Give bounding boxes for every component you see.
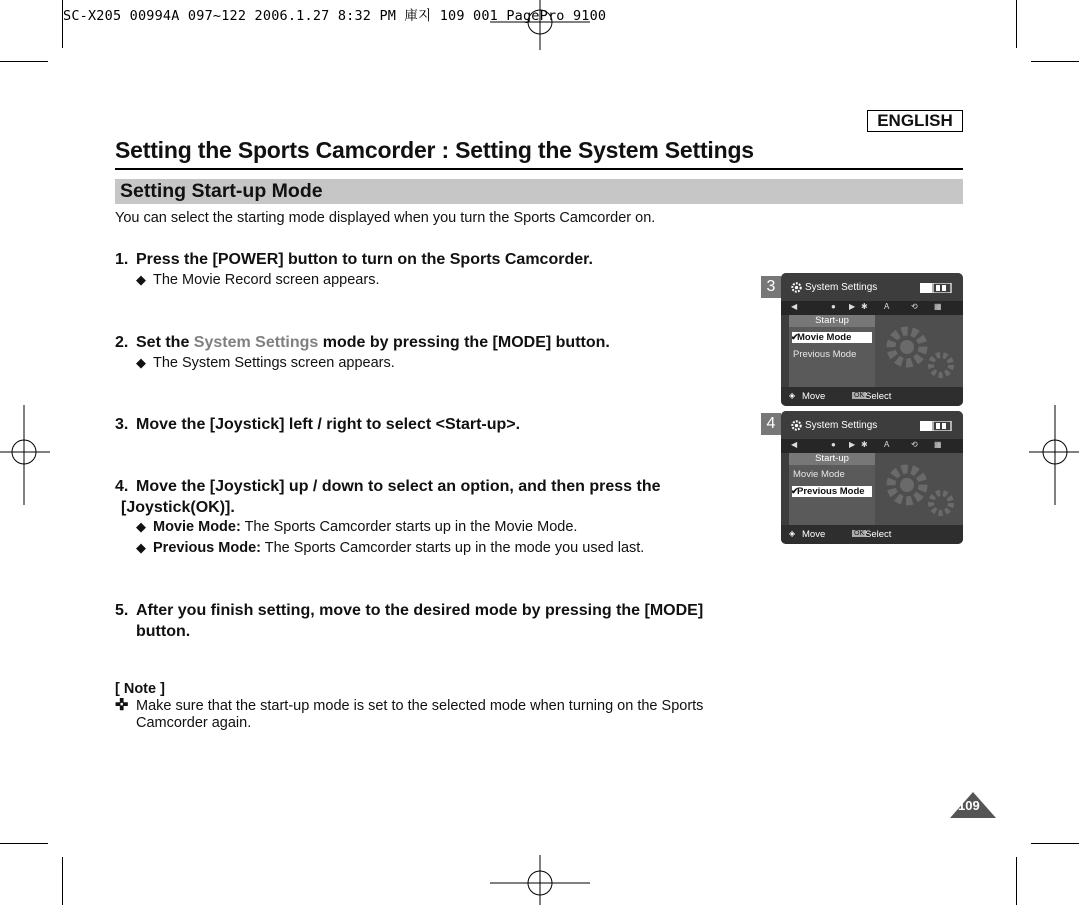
menu-item-movie-mode[interactable]: Movie Mode	[793, 469, 845, 480]
tab-arrow-right-icon: ▶	[849, 302, 856, 311]
footer-select: Select	[865, 391, 892, 402]
check-icon: ✔	[791, 486, 799, 496]
page-title: Setting the Sports Camcorder : Setting the System Settings	[115, 137, 754, 163]
registration-mark-icon	[1029, 405, 1079, 505]
diamond-bullet-icon: ◆	[136, 519, 146, 534]
screen-step-badge: 3	[761, 276, 781, 298]
step-text: mode by pressing the [MODE] button.	[318, 334, 610, 351]
footer-select: Select	[865, 529, 892, 540]
screen-preview	[875, 453, 963, 525]
tab-arrow-left-icon: ◀	[791, 302, 798, 311]
bullet-text: The Movie Record screen appears.	[153, 272, 380, 288]
intro-text: You can select the starting mode displayed when you turn the Sports Camcorder on.	[115, 210, 656, 226]
tab-arrow-left-icon: ◀	[791, 440, 798, 449]
tab-icon: ▦	[934, 440, 942, 449]
screen-tab-strip	[781, 439, 963, 453]
ok-badge-icon: OK	[854, 392, 865, 399]
gear-icon	[790, 281, 803, 294]
crop-mark	[1031, 843, 1079, 844]
camcorder-screen	[781, 273, 963, 406]
camcorder-screen	[781, 411, 963, 544]
screen-preview	[875, 315, 963, 387]
title-divider	[115, 168, 963, 170]
screen-footer	[781, 525, 963, 544]
step-text: Set the	[136, 334, 194, 351]
menu-item-previous-mode[interactable]	[792, 486, 872, 497]
menu-item-label: Previous Mode	[797, 486, 865, 497]
step-number: 3.	[115, 416, 129, 433]
tab-arrow-right-icon: ▶	[849, 440, 856, 449]
step-text-cont: button.	[136, 623, 191, 640]
crop-mark	[1016, 0, 1017, 48]
tab-gear-icon: ✱	[861, 302, 868, 311]
bullet-step-2	[136, 355, 395, 371]
registration-mark-icon	[0, 405, 50, 505]
step-highlight: System Settings	[193, 334, 319, 351]
step-text: Move the [Joystick] left / right to select <Start-up>.	[136, 416, 521, 433]
footer-move: Move	[802, 529, 826, 540]
step-number: 1.	[115, 251, 129, 268]
diamond-bullet-icon: ◆	[136, 540, 146, 555]
language-badge: ENGLISH	[867, 110, 963, 132]
page-number: 109	[958, 798, 980, 813]
menu-item-previous-mode[interactable]: Previous Mode	[793, 349, 857, 360]
startup-menu	[789, 315, 875, 387]
step-4	[115, 476, 661, 518]
tab-gear-icon: ✱	[861, 440, 868, 449]
menu-heading: Start-up	[789, 315, 875, 327]
screen-tab-strip	[781, 301, 963, 315]
footer-move: Move	[802, 391, 826, 402]
screen-footer	[781, 387, 963, 406]
ok-badge-icon: OK	[854, 530, 865, 537]
registration-mark-icon	[490, 855, 590, 905]
step-5	[115, 600, 703, 642]
gear-background-icon	[883, 461, 963, 521]
note-cross-icon: ✜	[115, 697, 129, 714]
crop-mark	[0, 843, 48, 844]
step-1	[115, 249, 593, 270]
bullet-text: The Sports Camcorder starts up in the Movie Mode.	[240, 519, 578, 535]
step-number: 4.	[115, 478, 129, 495]
tab-icon: ⟲	[911, 302, 918, 311]
crop-mark	[1016, 857, 1017, 905]
startup-menu	[789, 453, 875, 525]
gear-background-icon	[883, 323, 963, 383]
step-3	[115, 414, 520, 435]
tab-icon: ●	[831, 440, 836, 449]
screen-title: System Settings	[805, 420, 878, 431]
note-heading: [ Note ]	[115, 681, 165, 697]
tab-icon: A	[884, 440, 890, 449]
crop-mark	[0, 61, 48, 62]
step-number: 2.	[115, 334, 129, 351]
bullet-label: Movie Mode:	[153, 519, 241, 535]
diamond-bullet-icon: ◆	[136, 272, 146, 287]
note-text: Make sure that the start-up mode is set to the selected mode when turning on the Sports Camcorder again.	[136, 698, 704, 731]
bullet-text: The System Settings screen appears.	[153, 355, 395, 371]
crop-mark	[1031, 61, 1079, 62]
battery-icon	[920, 421, 952, 431]
menu-item-label: Movie Mode	[797, 332, 852, 343]
step-text: After you finish setting, move to the desired mode by pressing the [MODE]	[136, 602, 704, 619]
check-icon: ✔	[791, 332, 799, 342]
step-text: Press the [POWER] button to turn on the Sports Camcorder.	[136, 251, 593, 268]
diamond-bullet-icon: ◆	[136, 355, 146, 370]
screen-step-badge: 4	[761, 413, 781, 435]
step-text-cont: [Joystick(OK)].	[121, 499, 235, 516]
menu-heading: Start-up	[789, 453, 875, 465]
menu-item-movie-mode[interactable]	[792, 332, 872, 343]
tab-icon: A	[884, 302, 890, 311]
gear-icon	[790, 419, 803, 432]
move-icon: ◈	[789, 529, 796, 538]
bullet-text: The Sports Camcorder starts up in the mode you used last.	[260, 540, 645, 556]
screen-title: System Settings	[805, 282, 878, 293]
tab-icon: ●	[831, 302, 836, 311]
move-icon: ◈	[789, 391, 796, 400]
step-number: 5.	[115, 602, 129, 619]
step-2	[115, 332, 610, 353]
section-title: Setting Start-up Mode	[120, 180, 323, 202]
bullet-step-4-previous	[136, 540, 644, 556]
battery-icon	[920, 283, 952, 293]
bullet-step-4-movie	[136, 519, 577, 535]
tab-icon: ⟲	[911, 440, 918, 449]
print-header: SC-X205 00994A 097~122 2006.1.27 8:32 PM 庫지 109 001 PagePro 9100	[63, 8, 607, 24]
crop-mark	[62, 857, 63, 905]
tab-icon: ▦	[934, 302, 942, 311]
bullet-label: Previous Mode:	[153, 540, 261, 556]
bullet-step-1	[136, 272, 379, 288]
step-text: Move the [Joystick] up / down to select an option, and then press the	[136, 478, 661, 495]
